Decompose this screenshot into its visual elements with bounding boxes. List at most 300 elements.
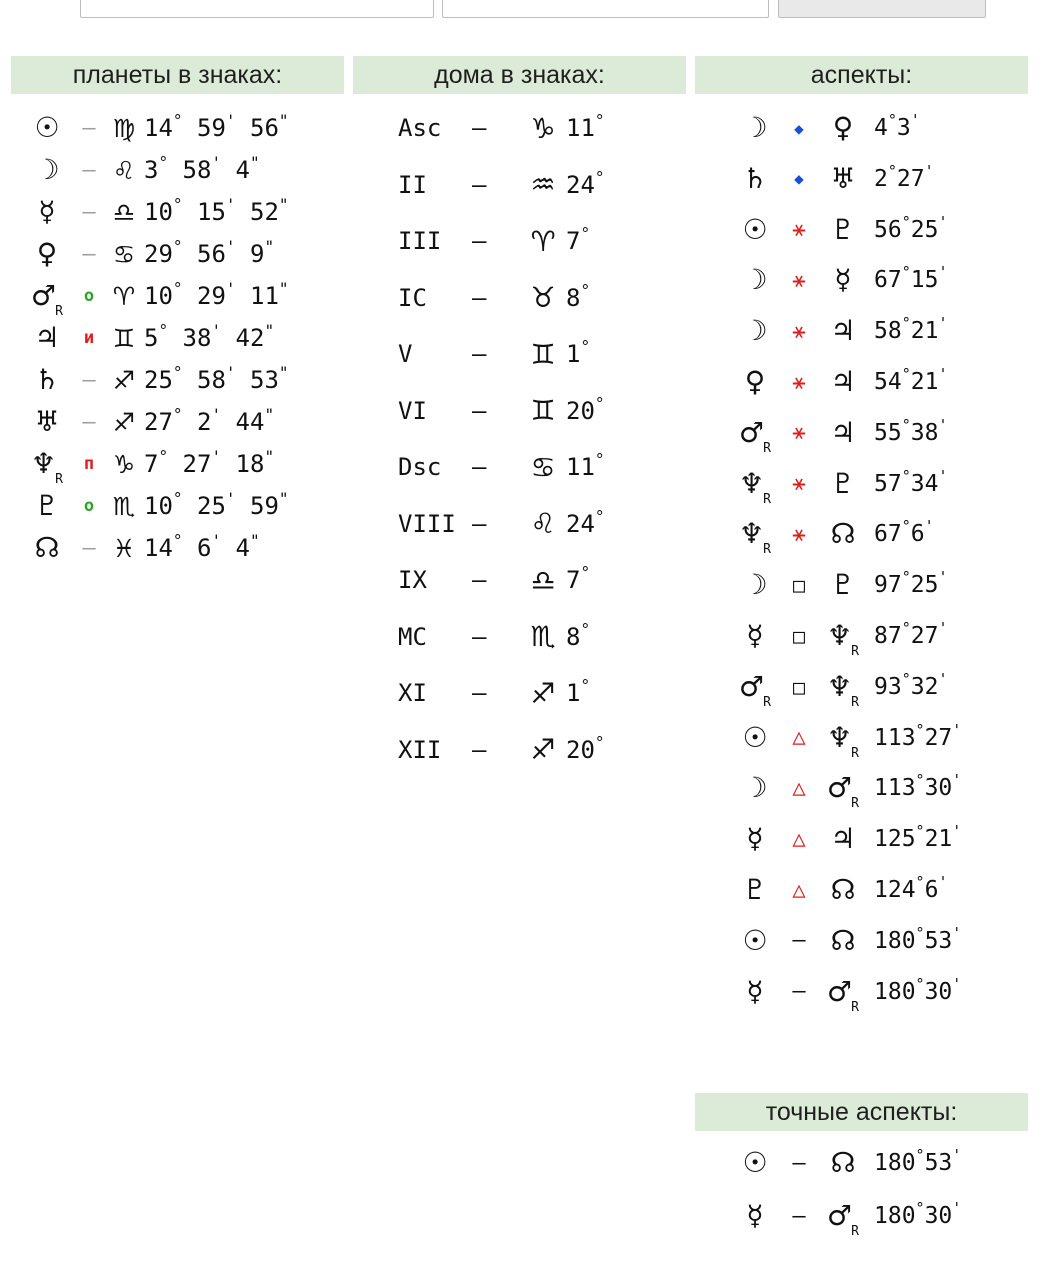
planet-glyph-icon: ☉ [742,923,768,957]
sign-glyph-icon: ♑ [530,111,556,145]
house-row [398,277,590,319]
minute-symbol: ' [938,263,948,282]
planet-row [20,359,289,401]
planet-glyph-icon: ☉ [34,111,60,144]
sign-glyph-icon: ♏ [112,491,136,521]
planet-glyph-icon: ♇ [742,873,768,906]
minutes: 27 [168,450,212,478]
sign-glyph-icon: ♐ [530,676,556,710]
planet-status-mark: – [82,367,96,393]
second-symbol: " [264,321,275,340]
planet-row [20,527,260,569]
planet-row [20,401,274,443]
degree-symbol: ° [594,450,605,469]
degrees: 113 [874,724,916,751]
house-name: MC [398,622,427,651]
aspect-symbol-icon: △ [792,775,806,801]
planet-glyph-icon: ♅ [830,161,856,195]
minute-symbol: ' [938,669,948,688]
planet-status-mark: – [82,241,96,267]
house-row [398,672,590,714]
minute-symbol: ' [952,923,962,942]
exact-aspect-row [730,1142,961,1184]
second-symbol: " [278,363,289,382]
planet-glyph-icon: ♇ [34,489,60,522]
planet-glyph-icon: ☿ [38,195,56,228]
house-degree [566,563,591,594]
minutes: 59 [182,114,226,142]
retrograde-marker: R [55,304,63,319]
degrees: 8 [566,622,581,651]
aspect-row [730,513,934,558]
minutes: 21 [910,369,939,395]
house-degree [566,450,605,481]
degrees: 7 [566,566,581,594]
planet-glyph-icon: ☽ [742,568,768,602]
planet-position [144,279,289,310]
minute-symbol: ' [211,153,222,172]
seconds: 44 [221,408,265,436]
aspect-symbol-icon: ⚹ [792,318,806,344]
minutes: 25 [182,492,226,520]
planet-glyph-icon: ☽ [34,153,60,186]
aspect-symbol-icon: ⚹ [792,420,806,446]
degree-symbol: ° [580,280,591,300]
minutes: 30 [924,978,953,1005]
aspect-angle [874,161,934,192]
degrees: 180 [874,927,916,954]
degrees: 87 [874,623,902,649]
degree-symbol: ° [580,676,591,695]
top-input-2[interactable] [442,0,769,18]
planet-glyph-icon: ☉ [742,1146,768,1179]
aspect-angle [874,1146,962,1176]
aspect-row [730,767,962,812]
degree-symbol: ° [580,619,591,639]
aspects-header: аспекты: [695,56,1028,94]
aspect-symbol-icon: — [792,928,806,954]
minute-symbol: ' [952,822,962,841]
minute-symbol: ' [938,415,948,434]
planet-status-mark: – [82,157,96,183]
degrees: 11 [566,453,595,481]
minutes: 34 [910,470,939,497]
planet-status-mark: – [82,409,96,435]
house-dash: – [472,622,487,651]
planet-glyph-icon: ♇ [830,568,856,602]
house-degree [566,167,605,199]
minutes: 29 [182,282,226,310]
planet-glyph-icon: $♆_R$ [31,447,63,487]
degrees: 55 [874,419,902,446]
aspect-row [730,209,947,251]
retrograde-marker: R [763,440,771,456]
planet-row [20,191,289,233]
minute-symbol: ' [225,237,236,256]
degrees: 25 [144,366,173,394]
minute-symbol: ' [924,517,934,536]
degree-symbol: ° [594,393,605,413]
house-row [398,616,590,658]
retrograde-marker: R [763,694,771,710]
planet-glyph-icon: ☿ [746,619,764,652]
minutes: 53 [924,927,953,954]
aspect-row [730,107,920,149]
planet-status-mark: о [83,286,95,306]
planet-glyph-icon: $♆_R$ [827,720,859,761]
house-degree [566,676,591,707]
planet-position [144,405,275,436]
degree-symbol: ° [172,195,183,214]
degree-symbol: ° [580,337,591,356]
planet-glyph-icon: ☊ [830,873,856,906]
second-symbol: " [264,237,275,256]
house-degree [566,111,605,142]
planet-glyph-icon: $♂_R$ [827,771,859,812]
house-row [398,729,605,771]
degrees: 97 [874,572,902,599]
degree-symbol: ° [887,111,897,129]
house-name: Dsc [398,453,442,481]
degrees: 20 [566,396,595,425]
house-dash: – [472,227,487,255]
house-dash: – [472,566,487,594]
house-name: II [398,170,427,199]
aspect-angle [874,974,962,1005]
minutes: 6 [910,521,925,548]
aspect-row [730,361,947,403]
minute-symbol: ' [225,363,236,382]
planet-glyph-icon: $♂_R$ [827,1199,859,1239]
degrees: 14 [144,114,173,142]
seconds: 4 [221,156,250,184]
retrograde-marker: R [851,694,859,710]
degree-symbol: ° [172,111,183,130]
planet-glyph-icon: ♇ [830,466,856,500]
planet-glyph-icon: ♃ [830,415,856,449]
planet-row [20,149,260,191]
minute-symbol: ' [938,619,948,637]
house-name: III [398,227,442,255]
second-symbol: " [278,111,289,130]
aspect-angle [874,415,948,446]
degree-symbol: ° [580,563,591,582]
aspect-row [730,259,947,301]
minutes: 32 [910,673,939,700]
seconds: 4 [221,534,250,562]
degree-symbol: ° [158,321,169,340]
minute-symbol: ' [938,873,948,891]
house-degree [566,337,591,368]
planet-glyph-icon: $♆_R$ [739,466,771,507]
house-row [398,559,590,601]
minutes: 30 [924,775,953,802]
exact-aspect-row [730,1195,961,1237]
aspect-angle [874,771,962,802]
house-dash: – [472,396,487,425]
sign-glyph-icon: ♓ [112,533,136,563]
houses-header: дома в знаках: [353,56,686,94]
minute-symbol: ' [225,489,236,508]
degree-symbol: ° [172,363,183,382]
seconds: 42 [221,324,265,352]
planet-row [20,485,289,527]
aspect-angle [874,822,962,853]
planet-glyph-icon: ☊ [830,517,856,551]
aspect-symbol-icon: △ [792,826,806,852]
degree-symbol: ° [901,669,911,688]
minutes: 6 [182,534,212,562]
sign-glyph-icon: ♐ [530,733,556,766]
degrees: 8 [566,283,581,312]
degrees: 7 [144,450,159,478]
house-dash: – [472,679,487,707]
aspect-angle [874,669,948,700]
aspect-symbol-icon: ⚹ [792,369,806,395]
degree-symbol: ° [901,263,911,282]
minutes: 21 [910,318,939,345]
sign-glyph-icon: ♏ [530,620,556,653]
planet-position [144,363,289,394]
aspect-angle [874,314,948,345]
degree-symbol: ° [901,365,911,383]
degrees: 10 [144,492,173,520]
aspect-row [730,920,961,962]
sign-glyph-icon: ♎ [530,563,556,597]
retrograde-marker: R [851,644,859,659]
aspect-symbol-icon: □ [792,573,806,598]
house-degree [566,732,605,764]
minutes: 25 [910,216,939,243]
degree-symbol: ° [915,1146,925,1164]
degrees: 14 [144,534,173,562]
planet-glyph-icon: ♀ [832,111,854,144]
house-degree [566,393,605,425]
degrees: 11 [566,114,595,142]
degrees: 1 [566,340,581,368]
minute-symbol: ' [938,568,948,587]
aspect-symbol-icon: ⚹ [792,521,806,547]
aspect-angle [874,466,948,497]
seconds: 18 [221,450,265,478]
planet-glyph-icon: ♃ [830,822,856,856]
degree-symbol: ° [594,111,605,130]
house-row [398,333,590,375]
house-name: XII [398,735,442,764]
degree-symbol: ° [901,466,911,485]
second-symbol: " [278,489,289,508]
aspect-symbol-icon: △ [792,725,806,751]
house-dash: – [472,340,487,368]
planet-glyph-icon: $♂_R$ [739,669,771,710]
aspect-row [730,412,947,454]
degree-symbol: ° [915,771,925,790]
minutes: 15 [182,198,226,226]
planet-position [144,489,289,520]
top-input-1[interactable] [80,0,434,18]
degrees: 180 [874,1203,916,1229]
house-name: V [398,340,413,368]
planet-position [144,321,275,352]
house-name: Asc [398,114,442,142]
minutes: 53 [924,1150,953,1176]
seconds: 9 [235,240,265,268]
degree-symbol: ° [594,506,605,526]
planet-glyph-icon: $♆_R$ [827,669,859,710]
house-name: IC [398,283,427,312]
second-symbol: " [278,195,289,214]
minutes: 56 [182,240,226,268]
aspect-angle [874,517,934,548]
aspect-angle [874,111,920,141]
planet-row [20,317,274,359]
retrograde-marker: R [763,491,771,507]
minutes: 2 [182,408,212,436]
exact-aspects-header: точные аспекты: [695,1093,1028,1131]
minutes: 38 [910,419,939,446]
degree-symbol: ° [172,489,183,508]
planet-status-mark: п [83,454,95,474]
minute-symbol: ' [225,279,236,298]
aspect-row [730,717,961,759]
seconds: 56 [235,114,279,142]
degree-symbol: ° [915,974,925,993]
house-dash: – [472,114,487,142]
minute-symbol: ' [938,365,948,383]
planet-glyph-icon: $♆_R$ [739,517,771,558]
house-dash: – [472,509,487,538]
minutes: 38 [168,324,212,352]
degree-symbol: ° [594,732,605,752]
degree-symbol: ° [901,517,911,536]
house-dash: – [472,735,487,764]
seconds: 53 [235,366,279,394]
sign-glyph-icon: ♊ [530,394,556,427]
aspect-row [730,463,947,505]
degree-symbol: ° [915,923,925,942]
planet-glyph-icon: ☊ [34,531,60,564]
house-dash: – [472,453,487,481]
retrograde-marker: R [851,999,859,1015]
aspect-symbol-icon: ⚹ [792,471,806,497]
minute-symbol: ' [211,447,222,466]
degrees: 24 [566,170,595,199]
degrees: 56 [874,216,902,243]
degrees: 20 [566,735,595,764]
planet-glyph-icon: ☉ [742,212,768,246]
sign-glyph-icon: ♍ [112,113,136,143]
aspect-symbol-icon: ◆ [794,169,804,189]
sign-glyph-icon: ♎ [112,197,136,227]
house-dash: – [472,283,487,312]
planet-status-mark: – [82,535,96,561]
planet-status-mark: и [83,328,95,348]
aspect-angle [874,619,948,649]
minute-symbol: ' [938,212,948,231]
minutes: 27 [896,165,925,192]
degrees: 3 [144,156,159,184]
degrees: 2 [874,165,888,192]
house-degree [566,280,591,312]
minute-symbol: ' [938,466,948,485]
degree-symbol: ° [915,873,925,891]
planet-glyph-icon: ☉ [742,720,768,754]
degrees: 180 [874,1150,916,1176]
minutes: 30 [924,1203,953,1229]
degrees: 1 [566,679,581,707]
planet-glyph-icon: ☿ [746,1199,764,1232]
minute-symbol: ' [910,111,920,129]
degrees: 58 [874,318,902,345]
aspect-symbol-icon: □ [792,624,806,648]
aspect-angle [874,365,948,395]
planet-glyph-icon: ☿ [834,263,852,297]
planet-glyph-icon: ♃ [830,314,856,348]
minute-symbol: ' [211,321,222,340]
aspect-symbol-icon: — [792,979,806,1005]
planet-glyph-icon: ☽ [742,111,768,144]
planet-position [144,195,289,226]
retrograde-marker: R [851,1224,859,1239]
aspect-row [730,666,947,708]
minute-symbol: ' [225,111,236,130]
aspect-symbol-icon: □ [792,674,806,699]
planet-glyph-icon: $♂_R$ [739,415,771,456]
planet-row [20,107,289,149]
aspect-row [730,615,947,657]
degrees: 180 [874,978,916,1005]
minute-symbol: ' [952,720,962,739]
degree-symbol: ° [915,822,925,841]
second-symbol: " [264,447,275,466]
minutes: 21 [924,826,953,853]
planet-glyph-icon: ♃ [830,365,856,398]
planet-status-mark: – [82,115,96,141]
degrees: 67 [874,267,902,294]
degree-symbol: ° [158,447,169,466]
degree-symbol: ° [901,212,911,231]
degree-symbol: ° [172,237,183,256]
planet-glyph-icon: ☿ [746,822,764,856]
planet-glyph-icon: ♄ [742,161,768,195]
top-submit-button[interactable] [778,0,986,18]
sign-glyph-icon: ♉ [530,281,556,314]
sign-glyph-icon: ♈ [530,224,556,258]
retrograde-marker: R [763,542,771,558]
house-name: VIII [398,509,456,538]
minute-symbol: ' [211,531,222,550]
degree-symbol: ° [901,619,911,637]
minutes: 27 [910,623,939,649]
degrees: 5 [144,324,159,352]
degree-symbol: ° [915,1199,925,1217]
planet-glyph-icon: ♀ [36,237,58,270]
degrees: 67 [874,521,902,548]
degree-symbol: ° [172,405,183,424]
minute-symbol: ' [211,405,222,424]
planet-position [144,531,260,562]
degree-symbol: ° [915,720,925,739]
planet-glyph-icon: ♇ [830,212,856,246]
aspect-symbol-icon: — [792,1150,806,1176]
planets-header: планеты в знаках: [11,56,344,94]
house-name: VI [398,396,427,425]
planet-row [20,275,289,317]
degree-symbol: ° [887,161,897,180]
planet-glyph-icon: $♆_R$ [827,619,859,659]
minute-symbol: ' [924,161,934,180]
minutes: 6 [924,877,939,903]
